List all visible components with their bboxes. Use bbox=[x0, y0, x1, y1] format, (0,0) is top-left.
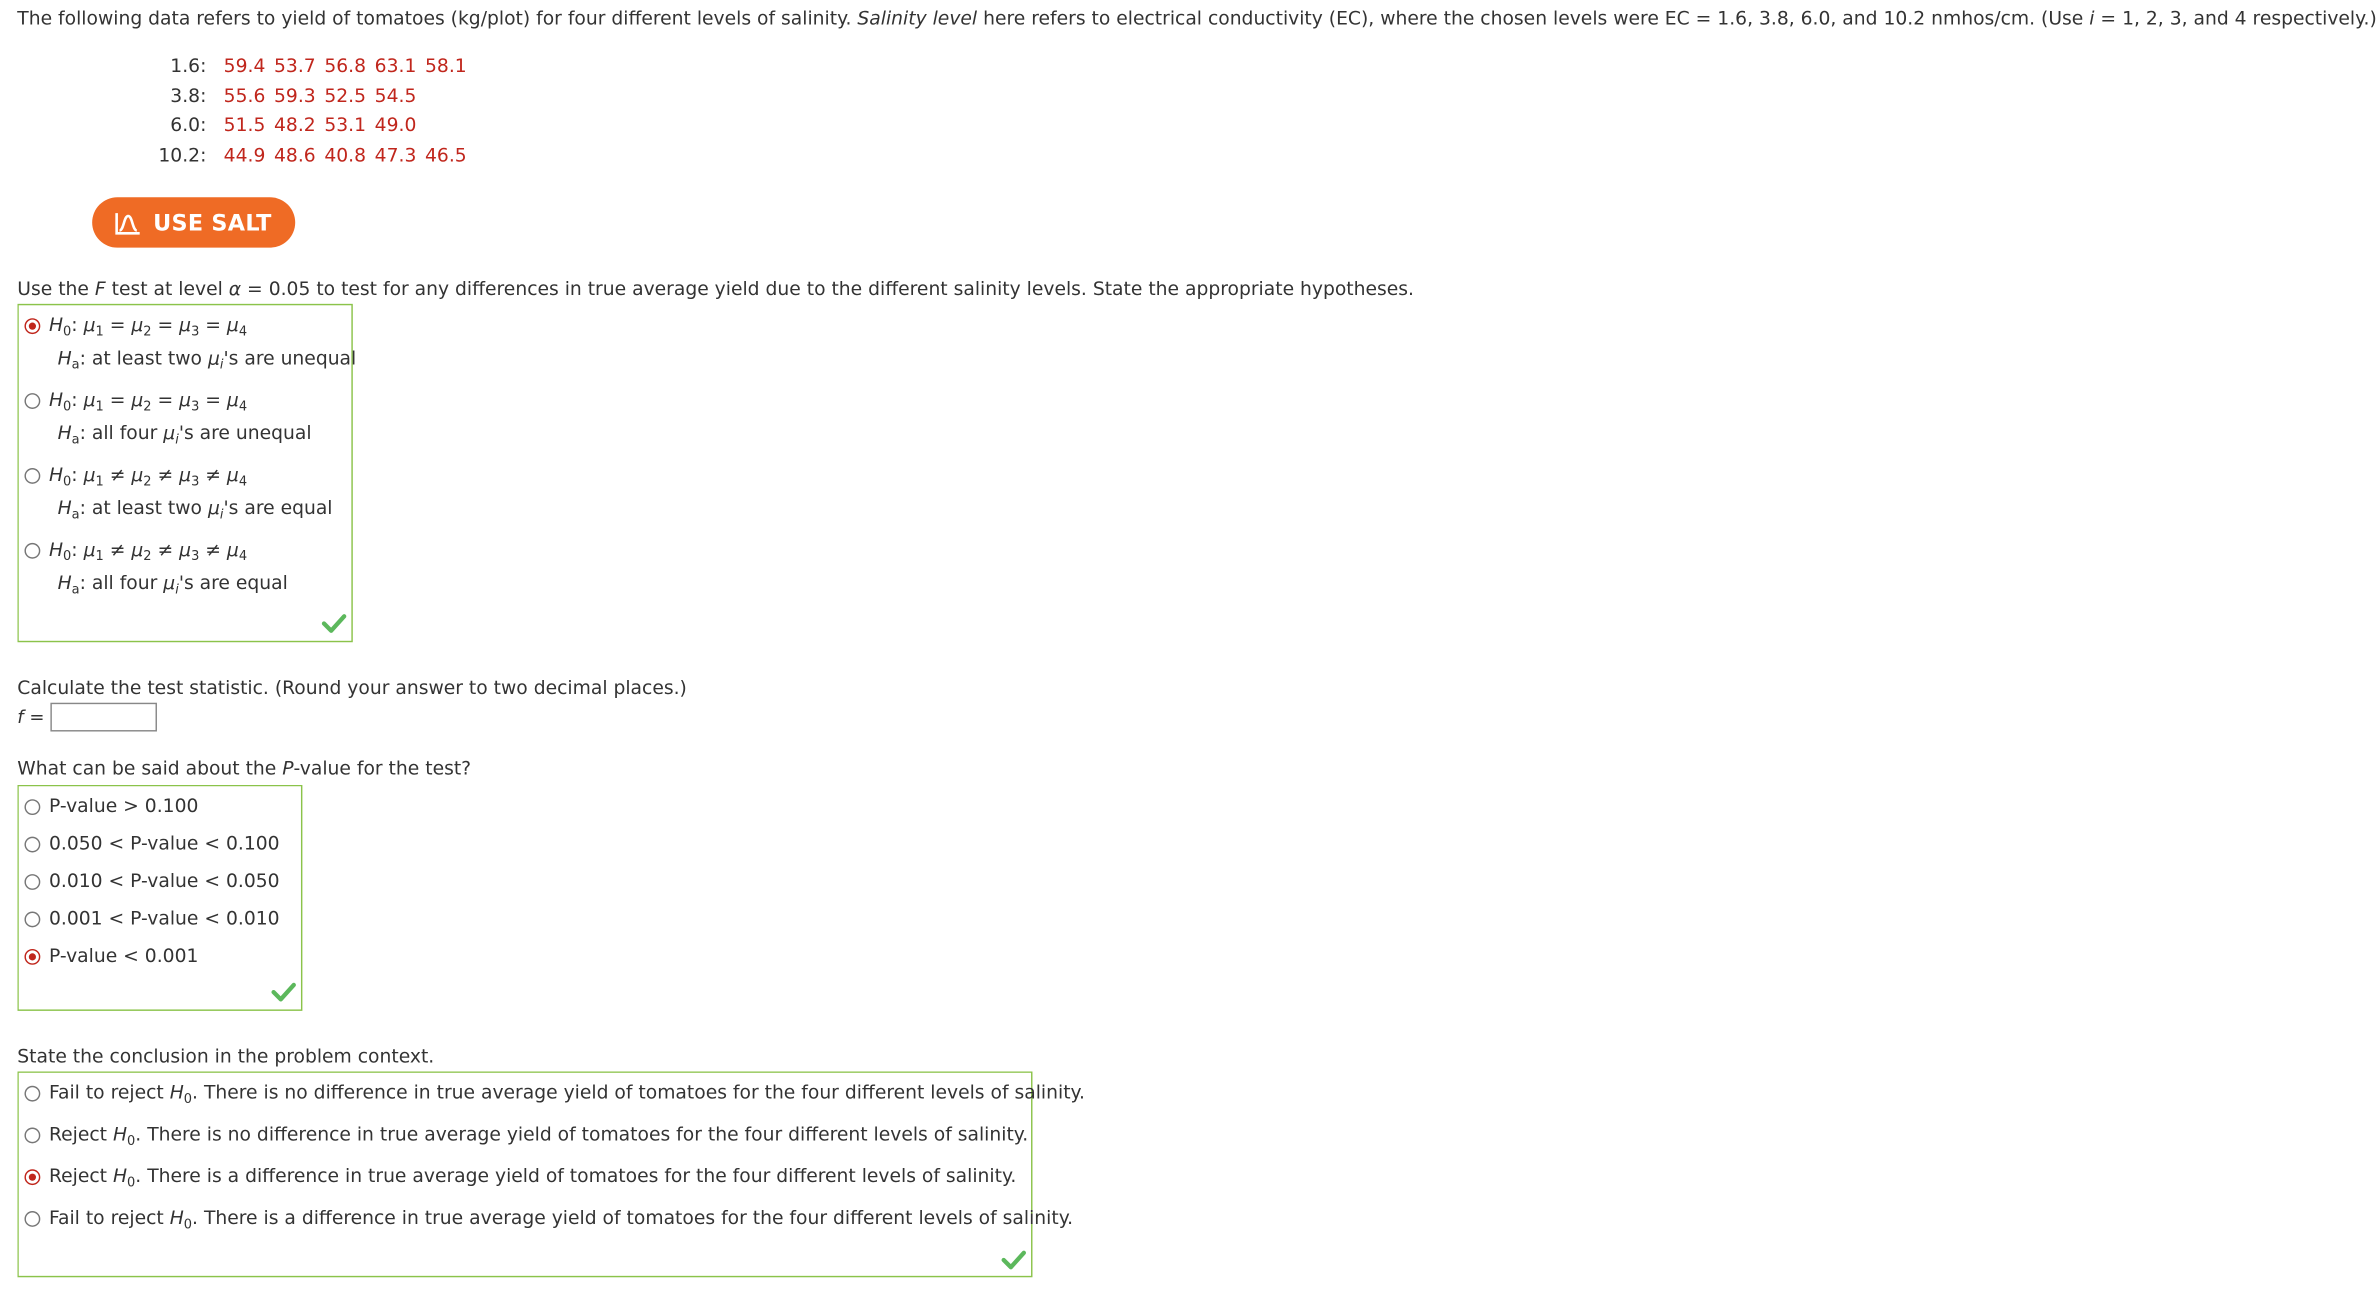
h0-rel: ≠ bbox=[103, 465, 132, 487]
mu: μ bbox=[83, 315, 96, 337]
hypothesis-radio-2[interactable] bbox=[24, 393, 40, 409]
h0-statement: $H_0$: $\mu_1 = \mu_2 = \mu_3 = \mu_4$ bbox=[48, 315, 248, 340]
mu: μ bbox=[131, 540, 144, 562]
hypotheses-question bbox=[17, 279, 1414, 302]
yield-value: 46.5 bbox=[425, 145, 467, 167]
sub-0: 0 bbox=[183, 1092, 193, 1108]
yield-value: 48.2 bbox=[274, 115, 316, 138]
conclusion-tail: . There is no difference in true average yield of tomatoes for the four different levels of salinity. bbox=[135, 1124, 1029, 1147]
h0-rel: = bbox=[199, 315, 227, 337]
mu: μ bbox=[179, 315, 192, 337]
yield-value: 53.7 bbox=[274, 56, 316, 78]
use-salt-button[interactable] bbox=[92, 197, 295, 247]
yield-data-table bbox=[158, 53, 475, 172]
correct-check-icon bbox=[323, 615, 346, 632]
h0-rel: = bbox=[103, 315, 132, 337]
mu: μ bbox=[179, 540, 192, 562]
yield-value: 52.5 bbox=[324, 85, 367, 108]
h-symbol: H bbox=[112, 1124, 128, 1147]
conclusion-tail: . There is a difference in true average yield of tomatoes for the four different levels of salinity. bbox=[192, 1208, 1074, 1230]
mu: μ bbox=[83, 390, 96, 412]
yield-value: 59.3 bbox=[274, 85, 316, 108]
conclusion-question: State the conclusion in the problem context. bbox=[17, 1046, 435, 1069]
correct-check-icon bbox=[272, 984, 295, 1001]
mu: μ bbox=[226, 315, 239, 337]
data-row bbox=[158, 142, 475, 172]
pvalue-radio-3[interactable] bbox=[24, 874, 40, 890]
yield-value: 49.0 bbox=[374, 115, 417, 138]
mu: μ bbox=[131, 315, 144, 337]
pvalue-radio-1[interactable] bbox=[24, 799, 40, 815]
intro-text-3: = 1, 2, 3, and 4 respectively.) bbox=[2094, 8, 2377, 31]
mu: μ bbox=[226, 390, 239, 412]
pvalue-option-label: 0.010 < P-value < 0.050 bbox=[48, 871, 280, 893]
h0-rel: ≠ bbox=[199, 540, 227, 562]
f-label: f = bbox=[17, 705, 45, 728]
sub-0: 0 bbox=[63, 325, 72, 340]
f-statistic-input[interactable] bbox=[50, 703, 157, 732]
sub-0: 0 bbox=[127, 1176, 136, 1191]
sub-0: 0 bbox=[183, 1218, 193, 1233]
correct-check-icon bbox=[1002, 1251, 1025, 1268]
ha-tail: 's are unequal bbox=[223, 348, 357, 371]
pvalue-question bbox=[17, 759, 471, 782]
conclusion-lead: Fail to reject bbox=[48, 1082, 170, 1105]
test-statistic-question: Calculate the test statistic. (Round your answer to two decimal places.) bbox=[17, 678, 687, 700]
yield-value: 56.8 bbox=[324, 56, 367, 78]
conclusion-option-label bbox=[49, 1208, 1073, 1231]
mu: μ bbox=[163, 423, 176, 445]
intro-italic: Salinity level bbox=[857, 8, 978, 31]
sub-0: 0 bbox=[63, 550, 72, 565]
mu: μ bbox=[131, 390, 144, 412]
mu: μ bbox=[163, 573, 176, 595]
sub-0: 0 bbox=[127, 1134, 136, 1150]
q1-f: F bbox=[94, 279, 106, 301]
mu: μ bbox=[179, 390, 192, 412]
conclusion-option-label bbox=[49, 1166, 1016, 1189]
yield-value: 59.4 bbox=[223, 56, 266, 78]
h0-rel: ≠ bbox=[199, 465, 227, 487]
mu: μ bbox=[83, 540, 96, 562]
yield-value: 54.5 bbox=[374, 85, 417, 108]
data-row bbox=[158, 113, 475, 143]
mu: μ bbox=[207, 498, 220, 520]
use-salt-label: USE SALT bbox=[153, 209, 272, 236]
h0-statement: $H_0$: $\mu_1 = \mu_2 = \mu_3 = \mu_4$ bbox=[48, 390, 248, 415]
q1-alpha: α bbox=[228, 279, 242, 301]
h-symbol: H bbox=[57, 348, 72, 371]
pvalue-option-label: 0.050 < P-value < 0.100 bbox=[48, 833, 280, 856]
salinity-level: 6.0: bbox=[170, 115, 207, 138]
conclusion-tail: . There is no difference in true average yield of tomatoes for the four different levels of salinity. bbox=[192, 1082, 1085, 1105]
salt-chart-icon bbox=[116, 211, 142, 234]
h0-rel: = bbox=[151, 390, 180, 412]
yield-value-empty bbox=[425, 83, 475, 113]
q3-text-b: -value for the test? bbox=[293, 758, 472, 781]
mu: μ bbox=[207, 348, 220, 371]
q1-text-b: test at level bbox=[105, 279, 229, 301]
yield-value: 53.1 bbox=[324, 115, 367, 138]
ha-statement bbox=[58, 348, 357, 371]
yield-value: 44.9 bbox=[223, 145, 266, 167]
yield-value: 48.6 bbox=[274, 145, 316, 167]
q3-p: P bbox=[282, 758, 294, 781]
salinity-level: 1.6: bbox=[170, 56, 207, 78]
h-symbol: H bbox=[48, 465, 64, 487]
h0-rel: ≠ bbox=[151, 540, 180, 562]
q1-text-c: = 0.05 to test for any differences in true average yield due to the different salinity levels. State the appropriate hypotheses. bbox=[241, 279, 1415, 301]
hypothesis-radio-3[interactable] bbox=[24, 468, 40, 484]
pvalue-radio-2[interactable] bbox=[24, 837, 40, 853]
q1-text-a: Use the bbox=[17, 279, 95, 301]
conclusion-lead: Reject bbox=[48, 1124, 113, 1147]
sub-i: i bbox=[175, 433, 179, 448]
sub-a: a bbox=[71, 433, 80, 448]
yield-value: 40.8 bbox=[324, 145, 367, 167]
yield-value-empty bbox=[425, 113, 475, 143]
sub-i: i bbox=[219, 508, 224, 523]
ha-tail: 's are equal bbox=[178, 573, 288, 595]
h0-rel: ≠ bbox=[151, 465, 180, 487]
h-symbol: H bbox=[48, 540, 64, 562]
h-symbol: H bbox=[57, 423, 72, 445]
conclusion-option-label bbox=[49, 1083, 1085, 1106]
pvalue-answer-box bbox=[17, 785, 302, 1011]
yield-value: 51.5 bbox=[223, 115, 266, 138]
h0-statement: $H_0$: $\mu_1 \ne \mu_2 \ne \mu_3 \ne \mu_4$ bbox=[48, 465, 248, 490]
mu: μ bbox=[226, 465, 239, 487]
conclusion-radio-3[interactable] bbox=[24, 1169, 40, 1185]
conclusion-radio-1[interactable] bbox=[24, 1086, 40, 1102]
yield-value: 47.3 bbox=[374, 145, 417, 167]
pvalue-option-label: 0.001 < P-value < 0.010 bbox=[48, 908, 280, 931]
mu: μ bbox=[131, 465, 144, 487]
data-row bbox=[158, 83, 475, 113]
conclusion-radio-4[interactable] bbox=[24, 1211, 40, 1227]
h-symbol: H bbox=[169, 1082, 184, 1105]
mu: μ bbox=[179, 465, 192, 487]
sub-0: 0 bbox=[63, 400, 72, 415]
h-symbol: H bbox=[48, 315, 64, 337]
sub-a: a bbox=[71, 583, 80, 598]
hypothesis-radio-4[interactable] bbox=[24, 543, 40, 559]
ha-statement bbox=[58, 423, 312, 446]
sub-i: i bbox=[175, 583, 179, 598]
intro-text-2: here refers to electrical conductivity (EC), where the chosen levels were EC = 1.6, 3.8, 6.0, and 10.2 nmhos/cm. (Use bbox=[977, 8, 2090, 31]
problem-intro bbox=[17, 9, 2377, 32]
h0-rel: ≠ bbox=[103, 540, 132, 562]
mu: μ bbox=[83, 465, 96, 487]
yield-value: 63.1 bbox=[374, 56, 417, 78]
intro-text-1: The following data refers to yield of tomatoes (kg/plot) for four different levels of salinity. bbox=[17, 8, 858, 31]
pvalue-option-label: P-value > 0.100 bbox=[48, 796, 199, 818]
h0-rel: = bbox=[103, 390, 132, 412]
ha-text: : at least two bbox=[79, 348, 208, 371]
conclusion-tail: . There is a difference in true average yield of tomatoes for the four different levels of salinity. bbox=[135, 1166, 1017, 1188]
conclusion-radio-2[interactable] bbox=[24, 1128, 40, 1144]
conclusion-option-label bbox=[49, 1125, 1028, 1148]
intro-i: i bbox=[2089, 8, 2095, 31]
h-symbol: H bbox=[57, 573, 72, 595]
ha-tail: 's are unequal bbox=[178, 423, 312, 445]
conclusion-answer-box bbox=[17, 1071, 1085, 1277]
ha-text: : all four bbox=[79, 573, 164, 595]
h-symbol: H bbox=[57, 498, 72, 520]
h-symbol: H bbox=[48, 390, 64, 412]
yield-value: 58.1 bbox=[425, 56, 467, 78]
pvalue-radio-5[interactable] bbox=[24, 949, 40, 965]
sub-0: 0 bbox=[63, 475, 72, 490]
yield-value: 55.6 bbox=[223, 85, 266, 108]
mu: μ bbox=[226, 540, 239, 562]
conclusion-lead: Fail to reject bbox=[48, 1208, 170, 1230]
ha-text: : at least two bbox=[79, 498, 208, 520]
ha-tail: 's are equal bbox=[223, 498, 333, 520]
salinity-level: 3.8: bbox=[170, 85, 207, 108]
sub-a: a bbox=[71, 508, 80, 523]
h0-rel: = bbox=[151, 315, 180, 337]
ha-statement bbox=[58, 498, 333, 521]
ha-text: : all four bbox=[79, 423, 164, 445]
h0-statement: $H_0$: $\mu_1 \ne \mu_2 \ne \mu_3 \ne \mu_4$ bbox=[48, 540, 248, 565]
hypothesis-radio-1[interactable] bbox=[24, 318, 40, 334]
h-symbol: H bbox=[169, 1208, 184, 1230]
salinity-level: 10.2: bbox=[158, 145, 207, 167]
pvalue-radio-4[interactable] bbox=[24, 912, 40, 928]
h0-rel: = bbox=[199, 390, 227, 412]
sub-a: a bbox=[71, 358, 80, 373]
data-row bbox=[158, 53, 475, 83]
pvalue-option-label: P-value < 0.001 bbox=[48, 946, 199, 968]
q3-text-a: What can be said about the bbox=[17, 758, 283, 781]
h-symbol: H bbox=[112, 1166, 128, 1188]
hypotheses-answer-box bbox=[17, 304, 357, 642]
conclusion-lead: Reject bbox=[48, 1166, 113, 1188]
ha-statement bbox=[58, 573, 288, 596]
sub-i: i bbox=[219, 358, 224, 373]
